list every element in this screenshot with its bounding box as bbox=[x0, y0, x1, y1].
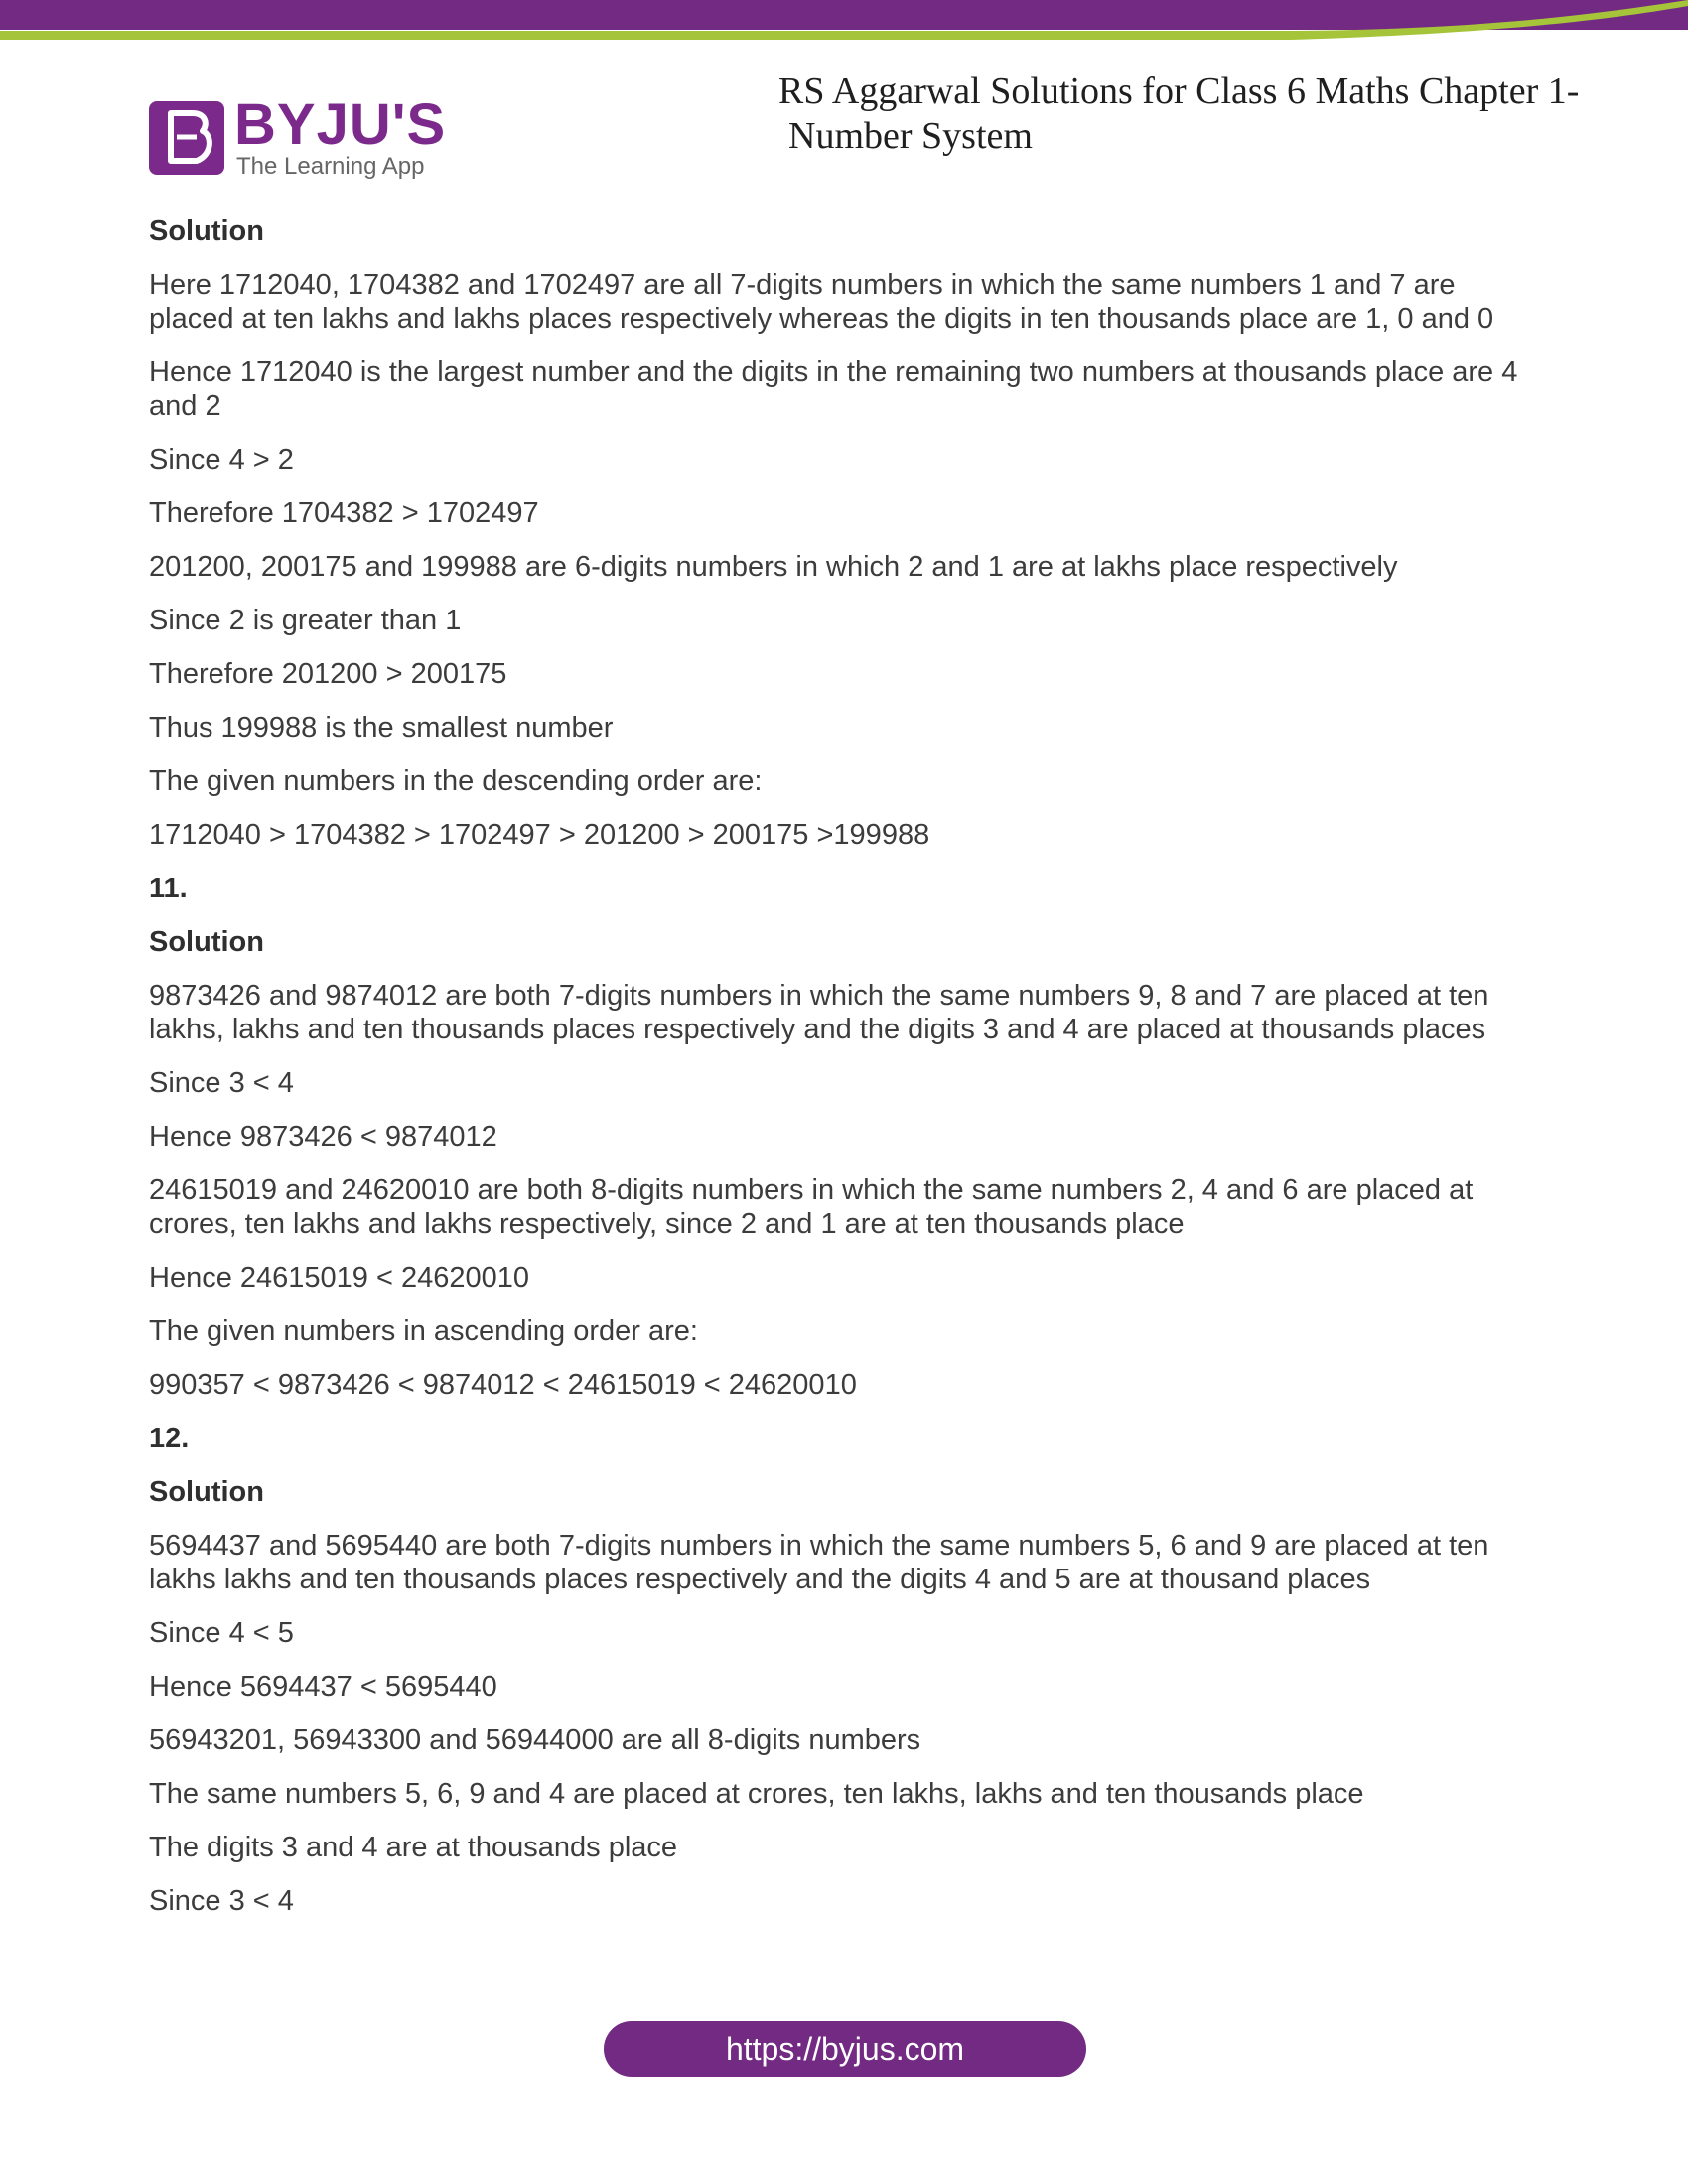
body-paragraph: Since 4 > 2 bbox=[149, 444, 294, 476]
body-paragraph: 990357 < 9873426 < 9874012 < 24615019 < 24620010 bbox=[149, 1369, 857, 1401]
logo-wordmark: BYJU'S bbox=[234, 92, 447, 157]
header-color-band bbox=[0, 0, 1688, 60]
document-title bbox=[778, 69, 1632, 159]
body-paragraph: Since 3 < 4 bbox=[149, 1067, 294, 1099]
section-heading: 11. bbox=[149, 873, 188, 904]
body-paragraph: Therefore 201200 > 200175 bbox=[149, 658, 507, 690]
section-heading: Solution bbox=[149, 215, 264, 247]
body-paragraph: Hence 9873426 < 9874012 bbox=[149, 1121, 497, 1153]
body-paragraph: Hence 5694437 < 5695440 bbox=[149, 1671, 497, 1703]
solution-body bbox=[149, 214, 1539, 1938]
body-paragraph: The given numbers in the descending order are: bbox=[149, 765, 763, 797]
body-paragraph: Since 3 < 4 bbox=[149, 1885, 294, 1917]
body-paragraph: Thus 199988 is the smallest number bbox=[149, 712, 614, 744]
body-paragraph: Hence 1712040 is the largest number and the digits in the remaining two numbers at thousands place are 4 and 2 bbox=[149, 356, 1518, 422]
footer-url-badge[interactable]: https://byjus.com bbox=[604, 2021, 1086, 2077]
body-paragraph: Since 2 is greater than 1 bbox=[149, 605, 462, 636]
section-heading: 12. bbox=[149, 1423, 190, 1454]
logo-tagline: The Learning App bbox=[236, 153, 425, 180]
body-paragraph: The same numbers 5, 6, 9 and 4 are placed at crores, ten lakhs, lakhs and ten thousands place bbox=[149, 1778, 1364, 1810]
body-paragraph: The digits 3 and 4 are at thousands place bbox=[149, 1832, 678, 1863]
body-paragraph: 5694437 and 5695440 are both 7-digits numbers in which the same numbers 5, 6 and 9 are placed at ten lakhs lakhs and ten thousands places respectively and the digits 4 and 5 are at thousand places bbox=[149, 1530, 1489, 1595]
section-heading: Solution bbox=[149, 926, 264, 958]
body-paragraph: Therefore 1704382 > 1702497 bbox=[149, 497, 539, 529]
title-line-1: RS Aggarwal Solutions for Class 6 Maths Chapter 1- bbox=[778, 70, 1580, 112]
body-paragraph: The given numbers in ascending order are: bbox=[149, 1315, 698, 1347]
body-paragraph: Hence 24615019 < 24620010 bbox=[149, 1262, 529, 1294]
byjus-logo bbox=[147, 92, 447, 181]
body-paragraph: Since 4 < 5 bbox=[149, 1617, 294, 1649]
body-paragraph: 9873426 and 9874012 are both 7-digits numbers in which the same numbers 9, 8 and 7 are placed at ten lakhs, lakhs and ten thousands places respectively and the digits 3 and 4 are placed at thousands places bbox=[149, 980, 1489, 1045]
section-heading: Solution bbox=[149, 1476, 264, 1508]
title-line-2: Number System bbox=[788, 115, 1033, 157]
body-paragraph: 24615019 and 24620010 are both 8-digits numbers in which the same numbers 2, 4 and 6 are placed at crores, ten lakhs and lakhs respectively, since 2 and 1 are at ten thousands place bbox=[149, 1174, 1474, 1240]
body-paragraph: 56943201, 56943300 and 56944000 are all 8-digits numbers bbox=[149, 1724, 921, 1756]
body-paragraph: Here 1712040, 1704382 and 1702497 are all 7-digits numbers in which the same numbers 1 and 7 are placed at ten lakhs and lakhs places respectively whereas the digits in ten thousands place are 1, 0 and 0 bbox=[149, 269, 1494, 335]
body-paragraph: 201200, 200175 and 199988 are 6-digits numbers in which 2 and 1 are at lakhs place respectively bbox=[149, 551, 1398, 583]
body-paragraph: 1712040 > 1704382 > 1702497 > 201200 > 200175 >199988 bbox=[149, 819, 930, 851]
byjus-b-icon bbox=[147, 99, 226, 177]
